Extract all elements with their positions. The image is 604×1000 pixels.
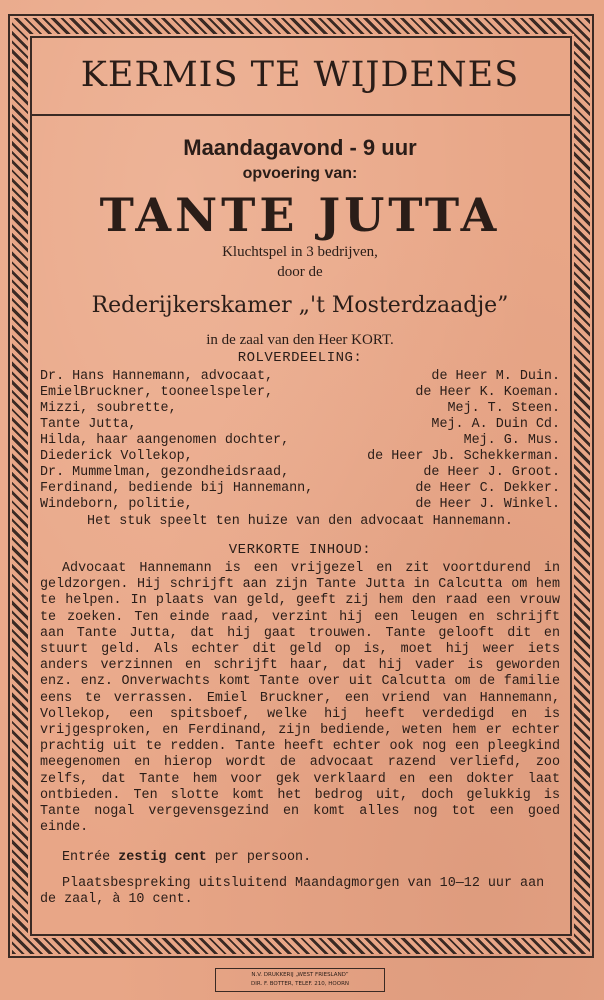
- entree-suffix: per persoon.: [206, 850, 312, 866]
- poster-content: [40, 44, 560, 908]
- cast-role: Dr. Mummelman, gezondheidsraad,: [40, 465, 290, 480]
- cast-actor: de Heer C. Dekker.: [415, 481, 560, 496]
- title-divider: [30, 114, 570, 116]
- summary-text: Advocaat Hannemann is een vrijgezel en zit voortdurend in geldzorgen. Hij schrijft aan zijn Tante Jutta in Calcutta om hem te helpen. In plaats van geld, geeft zij hem den raad een vrouw te zoeken. Ten einde raad, verzint hij een leugen en schrijft aan Tante Jutta, dat hij gaat trouwen. Tante gelooft dit en stuurt geld. Als echter dit geld op is, moet hij weer iets anders verzinnen en schrijft haar, dat hij vader is geworden enz. enz. Onverwachts komt Tante over uit Calcutta om de familie eens te verrassen. Emiel Bruckner, een vriend van Hannemann, Vollekop, een spitsboef, welke hij heeft verdedigd en is vrijgesproken, en Ferdinand, zijn bediende, weten hem er echter prachtig uit te redden. Tante heeft echter ook nog een pleegkind meegenomen en hierop wordt de advocaat razend verliefd, zoo zelfs, dat Tante hem voor gek verklaard en een dokter laat ontbieden. Ten slotte komt het bedrog uit, doch gelukkig is Tante nogal vergevensgezind en komt alles nog tot een goed einde.: [40, 561, 560, 836]
- summary-heading: VERKORTE INHOUD:: [228, 542, 372, 558]
- cast-row: [40, 449, 560, 465]
- cast-row: [40, 369, 560, 385]
- cast-role: Mizzi, soubrette,: [40, 401, 177, 416]
- cast-actor: Mej. A. Duin Cd.: [431, 417, 560, 432]
- reservation-info: Plaatsbespreking uitsluitend Maandagmorgen van 10—12 uur aan de zaal, à 10 cent.: [40, 876, 545, 908]
- cast-role: Windeborn, politie,: [40, 497, 193, 512]
- cast-actor: Mej. G. Mus.: [463, 433, 560, 448]
- printer-line: N.V. DRUKKERIJ „WEST FRIESLAND”: [251, 972, 349, 978]
- play-setting: Het stuk speelt ten huize van den advocaat Hannemann.: [87, 514, 513, 529]
- cast-actor: Mej. T. Steen.: [447, 401, 560, 416]
- cast-role: Tante Jutta,: [40, 417, 137, 432]
- play-by: door de: [277, 264, 323, 280]
- cast-list: [40, 369, 560, 513]
- play-title: TANTE JUTTA: [99, 188, 501, 242]
- theatre-company: Rederijkerskamer „'t Mosterdzaadje”: [91, 293, 509, 318]
- cast-role: Hilda, haar aangenomen dochter,: [40, 433, 290, 448]
- event-intro: opvoering van:: [242, 165, 358, 182]
- cast-actor: de Heer J. Groot.: [423, 465, 560, 480]
- cast-row: [40, 481, 560, 497]
- cast-heading: ROLVERDEELING:: [237, 350, 363, 366]
- cast-row: [40, 385, 560, 401]
- cast-actor: de Heer M. Duin.: [431, 369, 560, 384]
- cast-row: [40, 401, 560, 417]
- venue: in de zaal van den Heer KORT.: [206, 332, 394, 348]
- printer-imprint: [215, 968, 385, 992]
- cast-actor: de Heer J. Winkel.: [415, 497, 560, 512]
- cast-role: Dr. Hans Hannemann, advocaat,: [40, 369, 274, 384]
- cast-row: [40, 465, 560, 481]
- cast-row: [40, 417, 560, 433]
- event-time: Maandagavond - 9 uur: [183, 135, 417, 160]
- page-title: KERMIS TE WIJDENES: [80, 55, 520, 95]
- cast-role: Diederick Vollekop,: [40, 449, 193, 464]
- cast-role: EmielBruckner, tooneelspeler,: [40, 385, 274, 400]
- cast-actor: de Heer Jb. Schekkerman.: [367, 449, 560, 464]
- printer-line: DIR. F. BOTTER, TELEF. 210, HOORN: [250, 981, 350, 987]
- cast-actor: de Heer K. Koeman.: [415, 385, 560, 400]
- entrance-fee: [40, 850, 560, 866]
- cast-role: Ferdinand, bediende bij Hannemann,: [40, 481, 314, 496]
- cast-row: [40, 497, 560, 513]
- play-genre: Kluchtspel in 3 bedrijven,: [222, 244, 378, 260]
- entree-price: zestig cent: [118, 850, 207, 866]
- entree-label: Entrée: [62, 850, 119, 866]
- cast-row: [40, 433, 560, 449]
